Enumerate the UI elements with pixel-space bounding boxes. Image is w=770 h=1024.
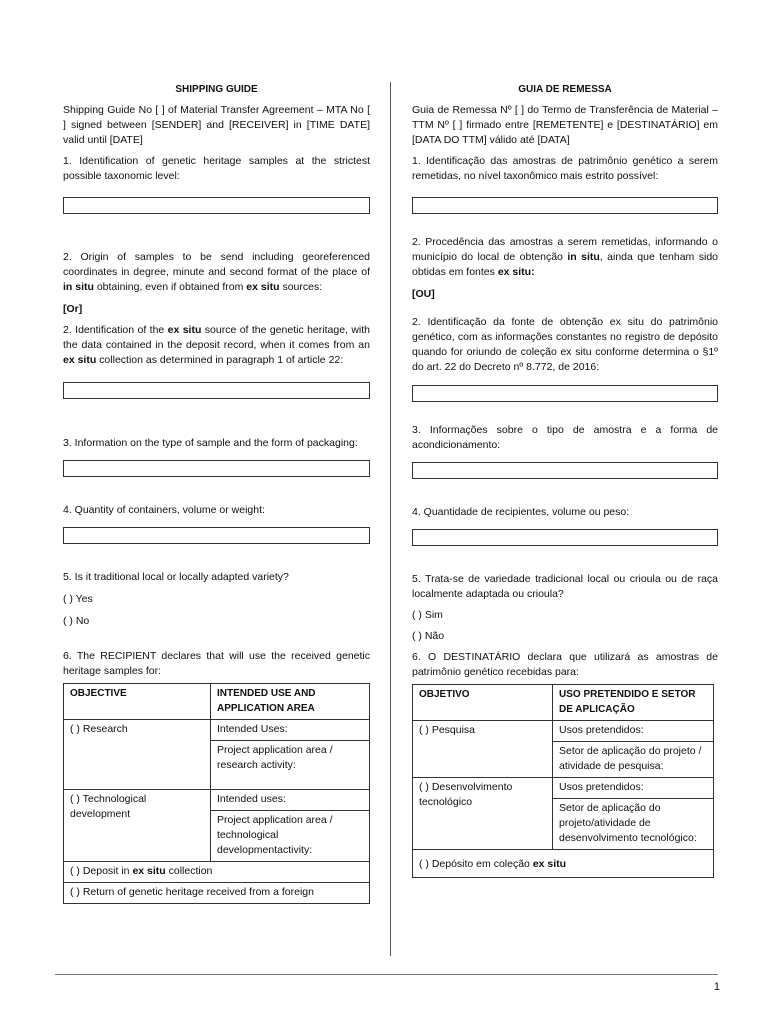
english-tech-uses: Intended uses:	[211, 790, 370, 811]
english-item-6: 6. The RECIPIENT declares that will use the received genetic heritage samples for:	[63, 650, 370, 677]
english-item-1-field[interactable]	[63, 197, 370, 214]
english-table-header-use: INTENDED USE AND APPLICATION AREA	[211, 684, 370, 720]
footer-rule	[55, 974, 718, 975]
english-item-3: 3. Information on the type of sample and the form of packaging:	[63, 437, 358, 449]
portuguese-objective-table	[412, 684, 714, 878]
portuguese-item-4: 4. Quantidade de recipientes, volume ou peso:	[412, 506, 630, 518]
portuguese-yes-option[interactable]: ( ) Sim	[412, 609, 443, 621]
column-divider	[390, 82, 391, 956]
english-research-option[interactable]: ( ) Research	[64, 720, 211, 790]
portuguese-item-3: 3. Informações sobre o tipo de amostra e a forma de acondicionamento:	[412, 424, 718, 451]
english-item-4: 4. Quantity of containers, volume or weight:	[63, 504, 265, 516]
english-intro: Shipping Guide No [ ] of Material Transfer Agreement – MTA No [ ] signed between [SENDER] and [RECEIVER] in [TIME DATE] valid until [DATE]	[63, 104, 370, 146]
portuguese-tech-uses: Usos pretendidos:	[553, 778, 714, 799]
english-tech-option[interactable]: ( ) Technological development	[64, 790, 211, 862]
portuguese-item-4-field[interactable]	[412, 529, 718, 546]
portuguese-item-1-field[interactable]	[412, 197, 718, 214]
portuguese-research-area: Setor de aplicação do projeto / atividade de pesquisa:	[553, 742, 714, 778]
portuguese-item-2a: 2. Procedência das amostras a serem remetidas, informando o município do local de obtenção in situ, ainda que tenham sido obtidas em fontes ex situ:	[412, 236, 718, 278]
english-item-4-field[interactable]	[63, 527, 370, 544]
portuguese-tech-option[interactable]: ( ) Desenvolvimento tecnológico	[413, 778, 553, 850]
english-no-option[interactable]: ( ) No	[63, 615, 90, 627]
english-research-area: Project application area / research activity:	[211, 741, 370, 790]
portuguese-deposit-option[interactable]: ( ) Depósito em coleção ex situ	[413, 850, 714, 878]
english-return-option[interactable]: ( ) Return of genetic heritage received from a foreign	[64, 883, 370, 904]
portuguese-research-option[interactable]: ( ) Pesquisa	[413, 721, 553, 778]
portuguese-column	[412, 82, 718, 878]
english-column	[63, 82, 370, 904]
portuguese-research-uses: Usos pretendidos:	[553, 721, 714, 742]
portuguese-table-header-objective: OBJETIVO	[413, 685, 553, 721]
portuguese-intro: Guia de Remessa Nº [ ] do Termo de Transferência de Material – TTM Nº [ ] firmado entre [REMETENTE] e [DESTINATÁRIO] em [DATA DO TTM] válido até [DATA]	[412, 104, 718, 146]
english-item-1: 1. Identification of genetic heritage samples at the strictest possible taxonomic level:	[63, 155, 370, 182]
english-item-2a: 2. Origin of samples to be send including georeferenced coordinates in degree, minute and second format of the place of in situ obtaining, even if obtained from ex situ sources:	[63, 251, 370, 293]
portuguese-no-option[interactable]: ( ) Não	[412, 630, 445, 642]
english-item-5: 5. Is it traditional local or locally adapted variety?	[63, 571, 289, 583]
portuguese-or: [OU]	[412, 288, 435, 300]
portuguese-item-2b: 2. Identificação da fonte de obtenção ex situ do patrimônio genético, com as informações constantes no registro de depósito quando for oriundo de coleção ex situ conforme determina o §1º do art. 22 do Decreto nº 8.772, de 2016:	[412, 316, 718, 373]
english-tech-area: Project application area / technological developmentactivity:	[211, 811, 370, 862]
portuguese-title: GUIA DE REMESSA	[518, 84, 612, 95]
english-title: SHIPPING GUIDE	[175, 84, 258, 95]
english-research-uses: Intended Uses:	[211, 720, 370, 741]
portuguese-item-2-field[interactable]	[412, 385, 718, 402]
english-item-2-field[interactable]	[63, 382, 370, 399]
portuguese-item-1: 1. Identificação das amostras de patrimônio genético a serem remetidas, no nível taxonômico mais estrito possível:	[412, 155, 718, 182]
english-objective-table	[63, 683, 370, 904]
english-deposit-option[interactable]: ( ) Deposit in ex situ collection	[64, 862, 370, 883]
english-table-header-objective: OBJECTIVE	[64, 684, 211, 720]
portuguese-item-5: 5. Trata-se de variedade tradicional local ou crioula ou de raça localmente adaptada ou crioula?	[412, 573, 718, 600]
portuguese-item-6: 6. O DESTINATÁRIO declara que utilizará as amostras de patrimônio genético recebidas para:	[412, 651, 718, 678]
portuguese-table-header-use: USO PRETENDIDO E SETOR DE APLICAÇÃO	[553, 685, 714, 721]
portuguese-tech-area: Setor de aplicação do projeto/atividade de desenvolvimento tecnológico:	[553, 799, 714, 850]
english-item-2b: 2. Identification of the ex situ source of the genetic heritage, with the data contained in the deposit record, when it comes from an ex situ collection as determined in paragraph 1 of article 22:	[63, 324, 371, 366]
english-yes-option[interactable]: ( ) Yes	[63, 593, 93, 605]
page-number: 1	[713, 981, 720, 993]
english-item-3-field[interactable]	[63, 460, 370, 477]
english-or: [Or]	[63, 303, 83, 315]
portuguese-item-3-field[interactable]	[412, 462, 718, 479]
